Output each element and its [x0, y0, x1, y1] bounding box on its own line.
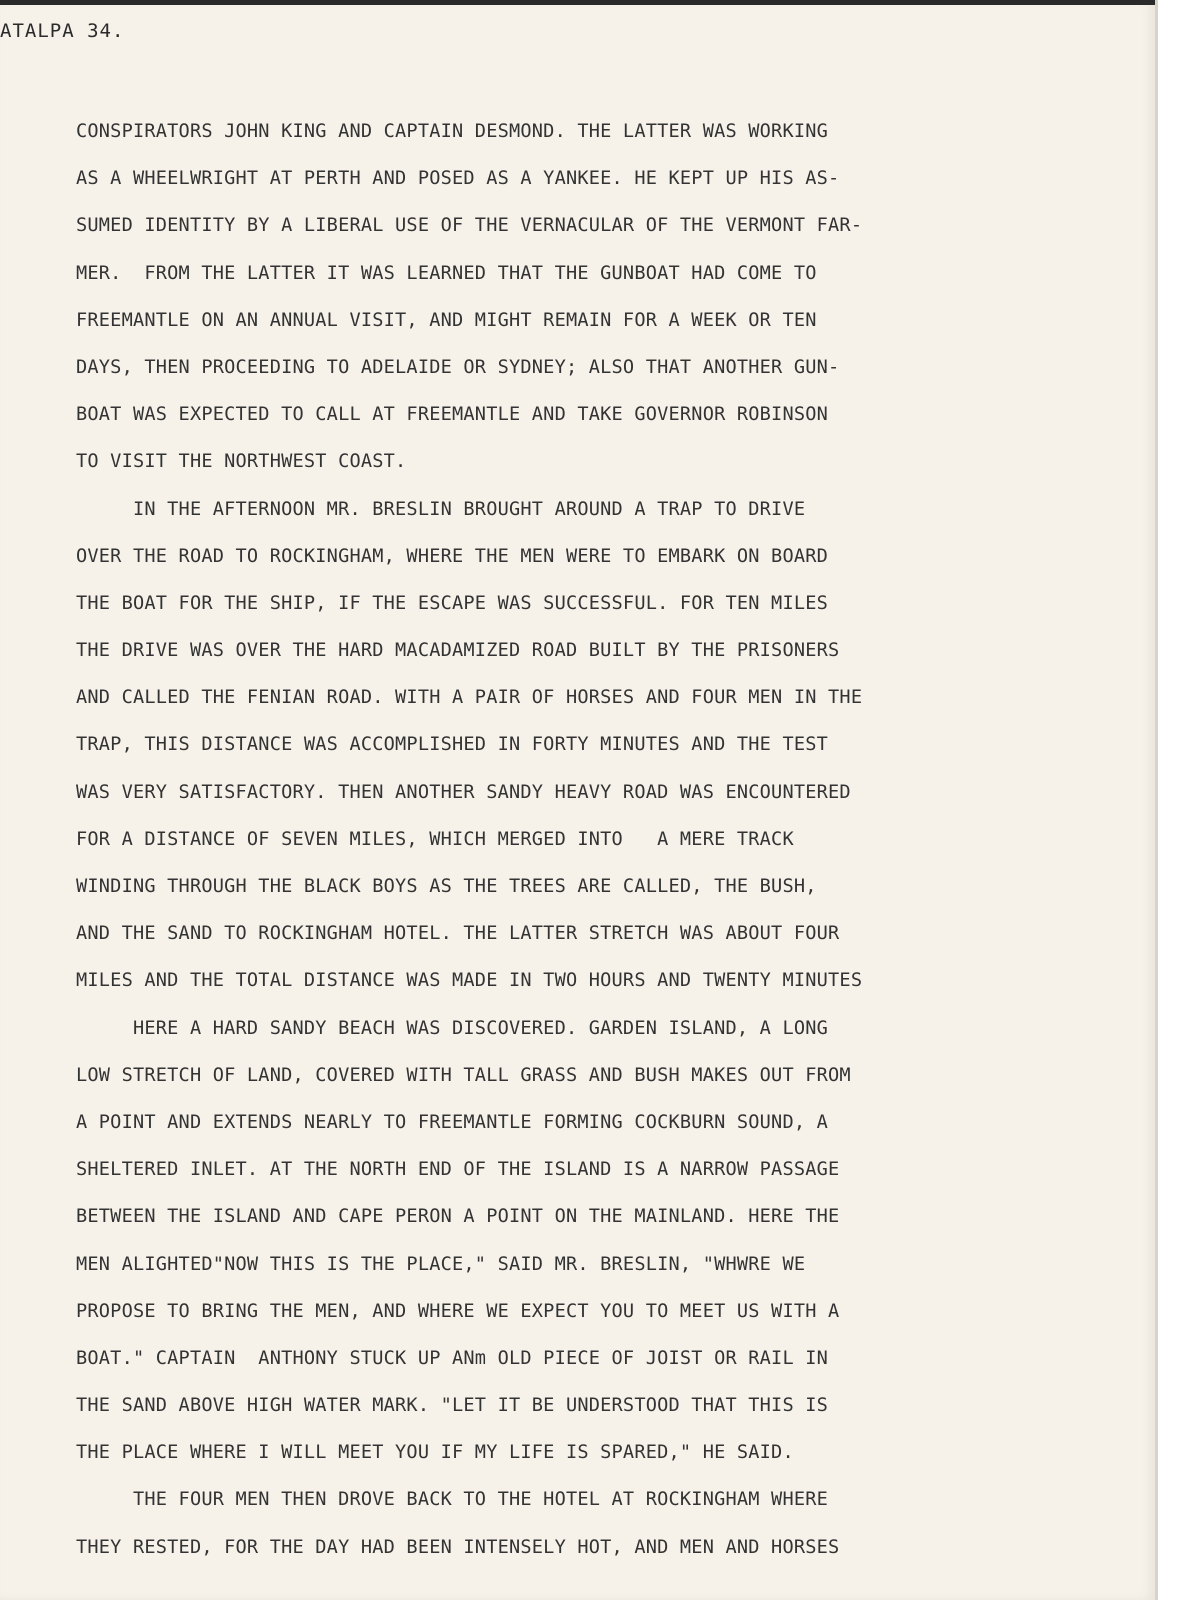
text-line: CONSPIRATORS JOHN KING AND CAPTAIN DESMOND. THE LATTER WAS WORKING [76, 121, 829, 142]
text-line: AND THE SAND TO ROCKINGHAM HOTEL. THE LATTER STRETCH WAS ABOUT FOUR [76, 923, 840, 945]
text-line: MER. FROM THE LATTER IT WAS LEARNED THAT THE GUNBOAT HAD COME TO [76, 262, 817, 284]
text-line: THE DRIVE WAS OVER THE HARD MACADAMIZED ROAD BUILT BY THE PRISONERS [76, 640, 840, 662]
text-line: THE PLACE WHERE I WILL MEET YOU IF MY LIFE IS SPARED," HE SAID. [76, 1442, 794, 1464]
text-line: BETWEEN THE ISLAND AND CAPE PERON A POINT ON THE MAINLAND. HERE THE [76, 1206, 840, 1228]
text-line: LOW STRETCH OF LAND, COVERED WITH TALL GRASS AND BUSH MAKES OUT FROM [76, 1064, 851, 1086]
text-line: WINDING THROUGH THE BLACK BOYS AS THE TREES ARE CALLED, THE BUSH, [76, 876, 817, 897]
text-line: FOR A DISTANCE OF SEVEN MILES, WHICH MERGED INTO A MERE TRACK [76, 828, 794, 850]
text-line: SHELTERED INLET. AT THE NORTH END OF THE ISLAND IS A NARROW PASSAGE [76, 1159, 840, 1181]
page-top-edge [0, 0, 1158, 5]
text-line: AND CALLED THE FENIAN ROAD. WITH A PAIR OF HORSES AND FOUR MEN IN THE [76, 687, 863, 709]
text-line: THE SAND ABOVE HIGH WATER MARK. "LET IT BE UNDERSTOOD THAT THIS IS [76, 1395, 829, 1417]
text-line: PROPOSE TO BRING THE MEN, AND WHERE WE EXPECT YOU TO MEET US WITH A [76, 1300, 840, 1322]
text-line: AS A WHEELWRIGHT AT PERTH AND POSED AS A YANKEE. HE KEPT UP HIS AS- [76, 168, 840, 190]
text-line: THE BOAT FOR THE SHIP, IF THE ESCAPE WAS SUCCESSFUL. FOR TEN MILES [76, 592, 829, 614]
text-line: TRAP, THIS DISTANCE WAS ACCOMPLISHED IN FORTY MINUTES AND THE TEST [76, 734, 829, 756]
text-line: MEN ALIGHTED"NOW THIS IS THE PLACE," SAID MR. BRESLIN, "WHWRE WE [76, 1253, 806, 1275]
text-line: BOAT." CAPTAIN ANTHONY STUCK UP ANm OLD PIECE OF JOIST OR RAIL IN [76, 1347, 829, 1369]
page-margin [1158, 0, 1181, 1600]
text-line: THEY RESTED, FOR THE DAY HAD BEEN INTENSELY HOT, AND MEN AND HORSES [76, 1536, 840, 1558]
page-body [76, 118, 1076, 1581]
text-line: SUMED IDENTITY BY A LIBERAL USE OF THE VERNACULAR OF THE VERMONT FAR- [76, 215, 863, 237]
text-line: BOAT WAS EXPECTED TO CALL AT FREEMANTLE AND TAKE GOVERNOR ROBINSON [76, 404, 829, 426]
text-line: IN THE AFTERNOON MR. BRESLIN BROUGHT AROUND A TRAP TO DRIVE [76, 498, 806, 520]
text-line: OVER THE ROAD TO ROCKINGHAM, WHERE THE MEN WERE TO EMBARK ON BOARD [76, 545, 829, 567]
text-line: DAYS, THEN PROCEEDING TO ADELAIDE OR SYDNEY; ALSO THAT ANOTHER GUN- [76, 356, 840, 378]
text-line: THE FOUR MEN THEN DROVE BACK TO THE HOTEL AT ROCKINGHAM WHERE [76, 1489, 829, 1511]
text-line: TO VISIT THE NORTHWEST COAST. [76, 451, 407, 473]
text-line: WAS VERY SATISFACTORY. THEN ANOTHER SANDY HEAVY ROAD WAS ENCOUNTERED [76, 781, 851, 803]
text-line: MILES AND THE TOTAL DISTANCE WAS MADE IN TWO HOURS AND TWENTY MINUTES [76, 970, 863, 992]
text-line: HERE A HARD SANDY BEACH WAS DISCOVERED. GARDEN ISLAND, A LONG [76, 1017, 829, 1039]
text-line: FREEMANTLE ON AN ANNUAL VISIT, AND MIGHT REMAIN FOR A WEEK OR TEN [76, 309, 817, 331]
page-header: ATALPA 34. [0, 20, 125, 42]
text-line: A POINT AND EXTENDS NEARLY TO FREEMANTLE FORMING COCKBURN SOUND, A [76, 1111, 829, 1133]
